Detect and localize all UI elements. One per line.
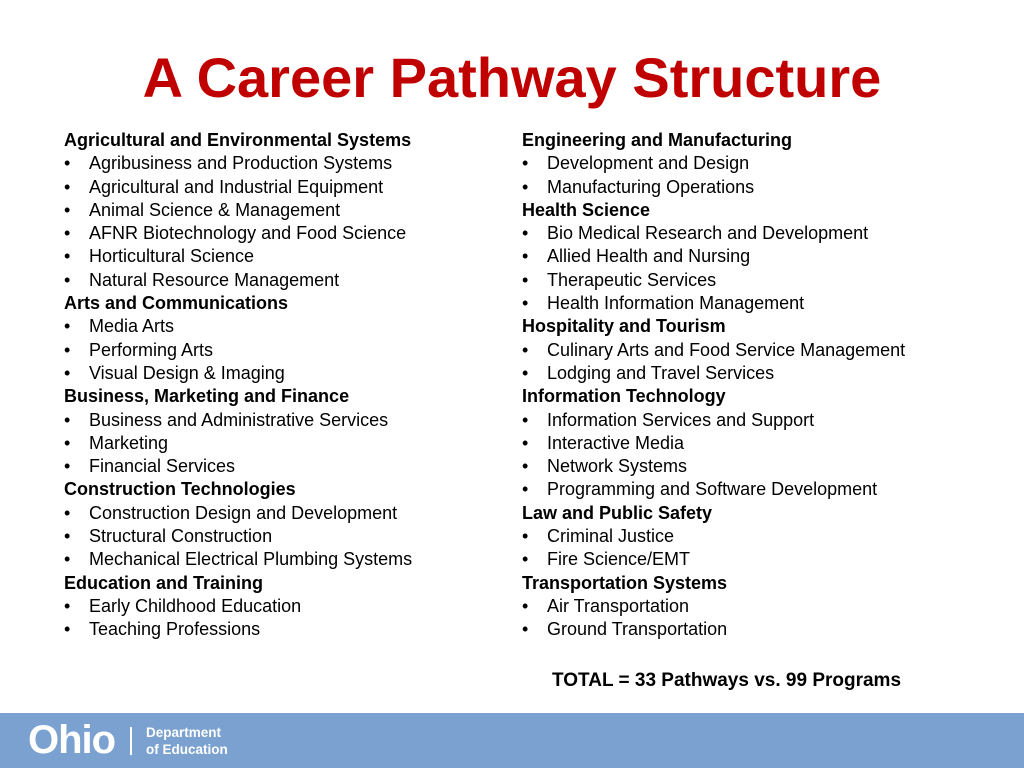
pathway-label: Network Systems: [547, 456, 688, 477]
bullet-icon: •: [522, 432, 529, 453]
pathway-list-item: [522, 478, 992, 501]
slide-title: A Career Pathway Structure: [142, 46, 882, 109]
pathway-list-item: [522, 245, 992, 268]
bullet-icon: •: [64, 176, 71, 197]
pathway-list-item: [522, 269, 992, 292]
bullet-icon: •: [522, 176, 529, 197]
bullet-icon: •: [522, 362, 529, 383]
pathway-list-item: [64, 152, 504, 175]
cluster-heading: Information Technology: [522, 386, 726, 407]
pathway-label: Interactive Media: [547, 432, 685, 453]
pathway-list-item: [64, 618, 504, 641]
bullet-icon: •: [522, 339, 529, 360]
bullet-icon: •: [64, 409, 71, 430]
pathway-label: Criminal Justice: [547, 526, 675, 547]
bullet-icon: •: [64, 199, 71, 220]
department-line-2: of Education: [146, 742, 228, 757]
pathway-label: Development and Design: [547, 153, 750, 174]
bullet-icon: •: [522, 619, 529, 640]
pathway-label: Animal Science & Management: [89, 199, 341, 220]
logo-separator: [130, 727, 132, 755]
pathway-list-item: [522, 176, 992, 199]
cluster-heading: Engineering and Manufacturing: [522, 130, 793, 150]
bullet-icon: •: [64, 619, 71, 640]
pathway-list-item: [64, 339, 504, 362]
department-name: [146, 724, 228, 758]
pathway-list-item: [64, 502, 504, 525]
pathway-label: Mechanical Electrical Plumbing Systems: [89, 549, 413, 570]
pathway-label: Horticultural Science: [89, 246, 255, 267]
cluster-heading: Education and Training: [64, 572, 264, 593]
right-cluster-column: [522, 129, 992, 642]
pathway-label: Structural Construction: [89, 526, 273, 547]
pathway-label: Lodging and Travel Services: [547, 362, 775, 383]
bullet-icon: •: [522, 223, 529, 244]
bullet-icon: •: [522, 526, 529, 547]
pathway-list-item: [64, 199, 504, 222]
pathway-label: Performing Arts: [89, 339, 214, 360]
pathway-label: Information Services and Support: [547, 409, 815, 430]
pathway-list-item: [522, 618, 992, 641]
bullet-icon: •: [522, 246, 529, 267]
bullet-icon: •: [64, 153, 71, 174]
pathway-list-item: [522, 432, 992, 455]
footer-bar: [0, 713, 1024, 768]
pathway-label: Fire Science/EMT: [547, 549, 691, 570]
pathway-list-item: [522, 525, 992, 548]
pathway-list-item: [64, 595, 504, 618]
pathway-list-item: [64, 455, 504, 478]
pathway-list-item: [64, 432, 504, 455]
pathway-list-item: [522, 292, 992, 315]
bullet-icon: •: [522, 293, 529, 314]
bullet-icon: •: [64, 269, 71, 290]
bullet-icon: •: [522, 153, 529, 174]
pathway-label: Health Information Management: [547, 293, 805, 314]
bullet-icon: •: [64, 502, 71, 523]
bullet-icon: •: [64, 432, 71, 453]
pathway-list-item: [64, 525, 504, 548]
cluster-heading: Agricultural and Environmental Systems: [64, 130, 412, 150]
pathway-label: Culinary Arts and Food Service Management: [547, 339, 906, 360]
pathway-label: Construction Design and Development: [89, 502, 398, 523]
pathway-list-item: [64, 315, 504, 338]
pathway-label: Teaching Professions: [89, 619, 261, 640]
pathway-label: Early Childhood Education: [89, 595, 302, 616]
left-cluster-column: [64, 129, 504, 642]
pathway-label: Agribusiness and Production Systems: [89, 153, 393, 174]
bullet-icon: •: [64, 526, 71, 547]
pathway-label: Financial Services: [89, 456, 236, 477]
pathway-list-item: [522, 152, 992, 175]
pathway-label: Programming and Software Development: [547, 479, 878, 500]
pathway-label: Allied Health and Nursing: [547, 246, 751, 267]
bullet-icon: •: [64, 595, 71, 616]
total-summary: TOTAL = 33 Pathways vs. 99 Programs: [552, 670, 902, 691]
pathway-list-item: [522, 409, 992, 432]
bullet-icon: •: [522, 269, 529, 290]
pathway-label: Ground Transportation: [547, 619, 728, 640]
pathway-list-item: [522, 548, 992, 571]
bullet-icon: •: [522, 549, 529, 570]
pathway-list-item: [64, 548, 504, 571]
pathway-label: Visual Design & Imaging: [89, 362, 285, 383]
pathway-label: Marketing: [89, 432, 169, 453]
pathway-label: Air Transportation: [547, 595, 690, 616]
cluster-heading: Business, Marketing and Finance: [64, 386, 350, 407]
pathway-list-item: [64, 176, 504, 199]
pathway-list-item: [64, 222, 504, 245]
cluster-heading: Hospitality and Tourism: [522, 316, 726, 337]
pathway-list-item: [522, 455, 992, 478]
cluster-heading: Health Science: [522, 199, 651, 220]
pathway-label: Bio Medical Research and Development: [547, 223, 869, 244]
pathway-list-item: [522, 339, 992, 362]
pathway-list-item: [64, 362, 504, 385]
bullet-icon: •: [64, 246, 71, 267]
pathway-label: Therapeutic Services: [547, 269, 717, 290]
bullet-icon: •: [522, 595, 529, 616]
bullet-icon: •: [522, 409, 529, 430]
ohio-logo-word: Ohio: [28, 718, 116, 762]
pathway-list-item: [64, 245, 504, 268]
department-line-1: Department: [146, 725, 222, 740]
bullet-icon: •: [64, 339, 71, 360]
bullet-icon: •: [64, 316, 71, 337]
bullet-icon: •: [64, 362, 71, 383]
pathway-list-item: [522, 362, 992, 385]
pathway-label: Manufacturing Operations: [547, 176, 755, 197]
pathway-label: Business and Administrative Services: [89, 409, 389, 430]
bullet-icon: •: [64, 456, 71, 477]
bullet-icon: •: [64, 549, 71, 570]
bullet-icon: •: [522, 479, 529, 500]
bullet-icon: •: [64, 223, 71, 244]
pathway-label: AFNR Biotechnology and Food Science: [89, 223, 407, 244]
cluster-heading: Construction Technologies: [64, 479, 296, 500]
cluster-heading: Transportation Systems: [522, 572, 728, 593]
pathway-list-item: [64, 409, 504, 432]
pathway-list-item: [64, 269, 504, 292]
cluster-heading: Arts and Communications: [64, 293, 289, 314]
pathway-label: Agricultural and Industrial Equipment: [89, 176, 384, 197]
pathway-list-item: [522, 595, 992, 618]
bullet-icon: •: [522, 456, 529, 477]
pathway-list-item: [522, 222, 992, 245]
pathway-label: Media Arts: [89, 316, 175, 337]
pathway-label: Natural Resource Management: [89, 269, 340, 290]
cluster-heading: Law and Public Safety: [522, 502, 713, 523]
